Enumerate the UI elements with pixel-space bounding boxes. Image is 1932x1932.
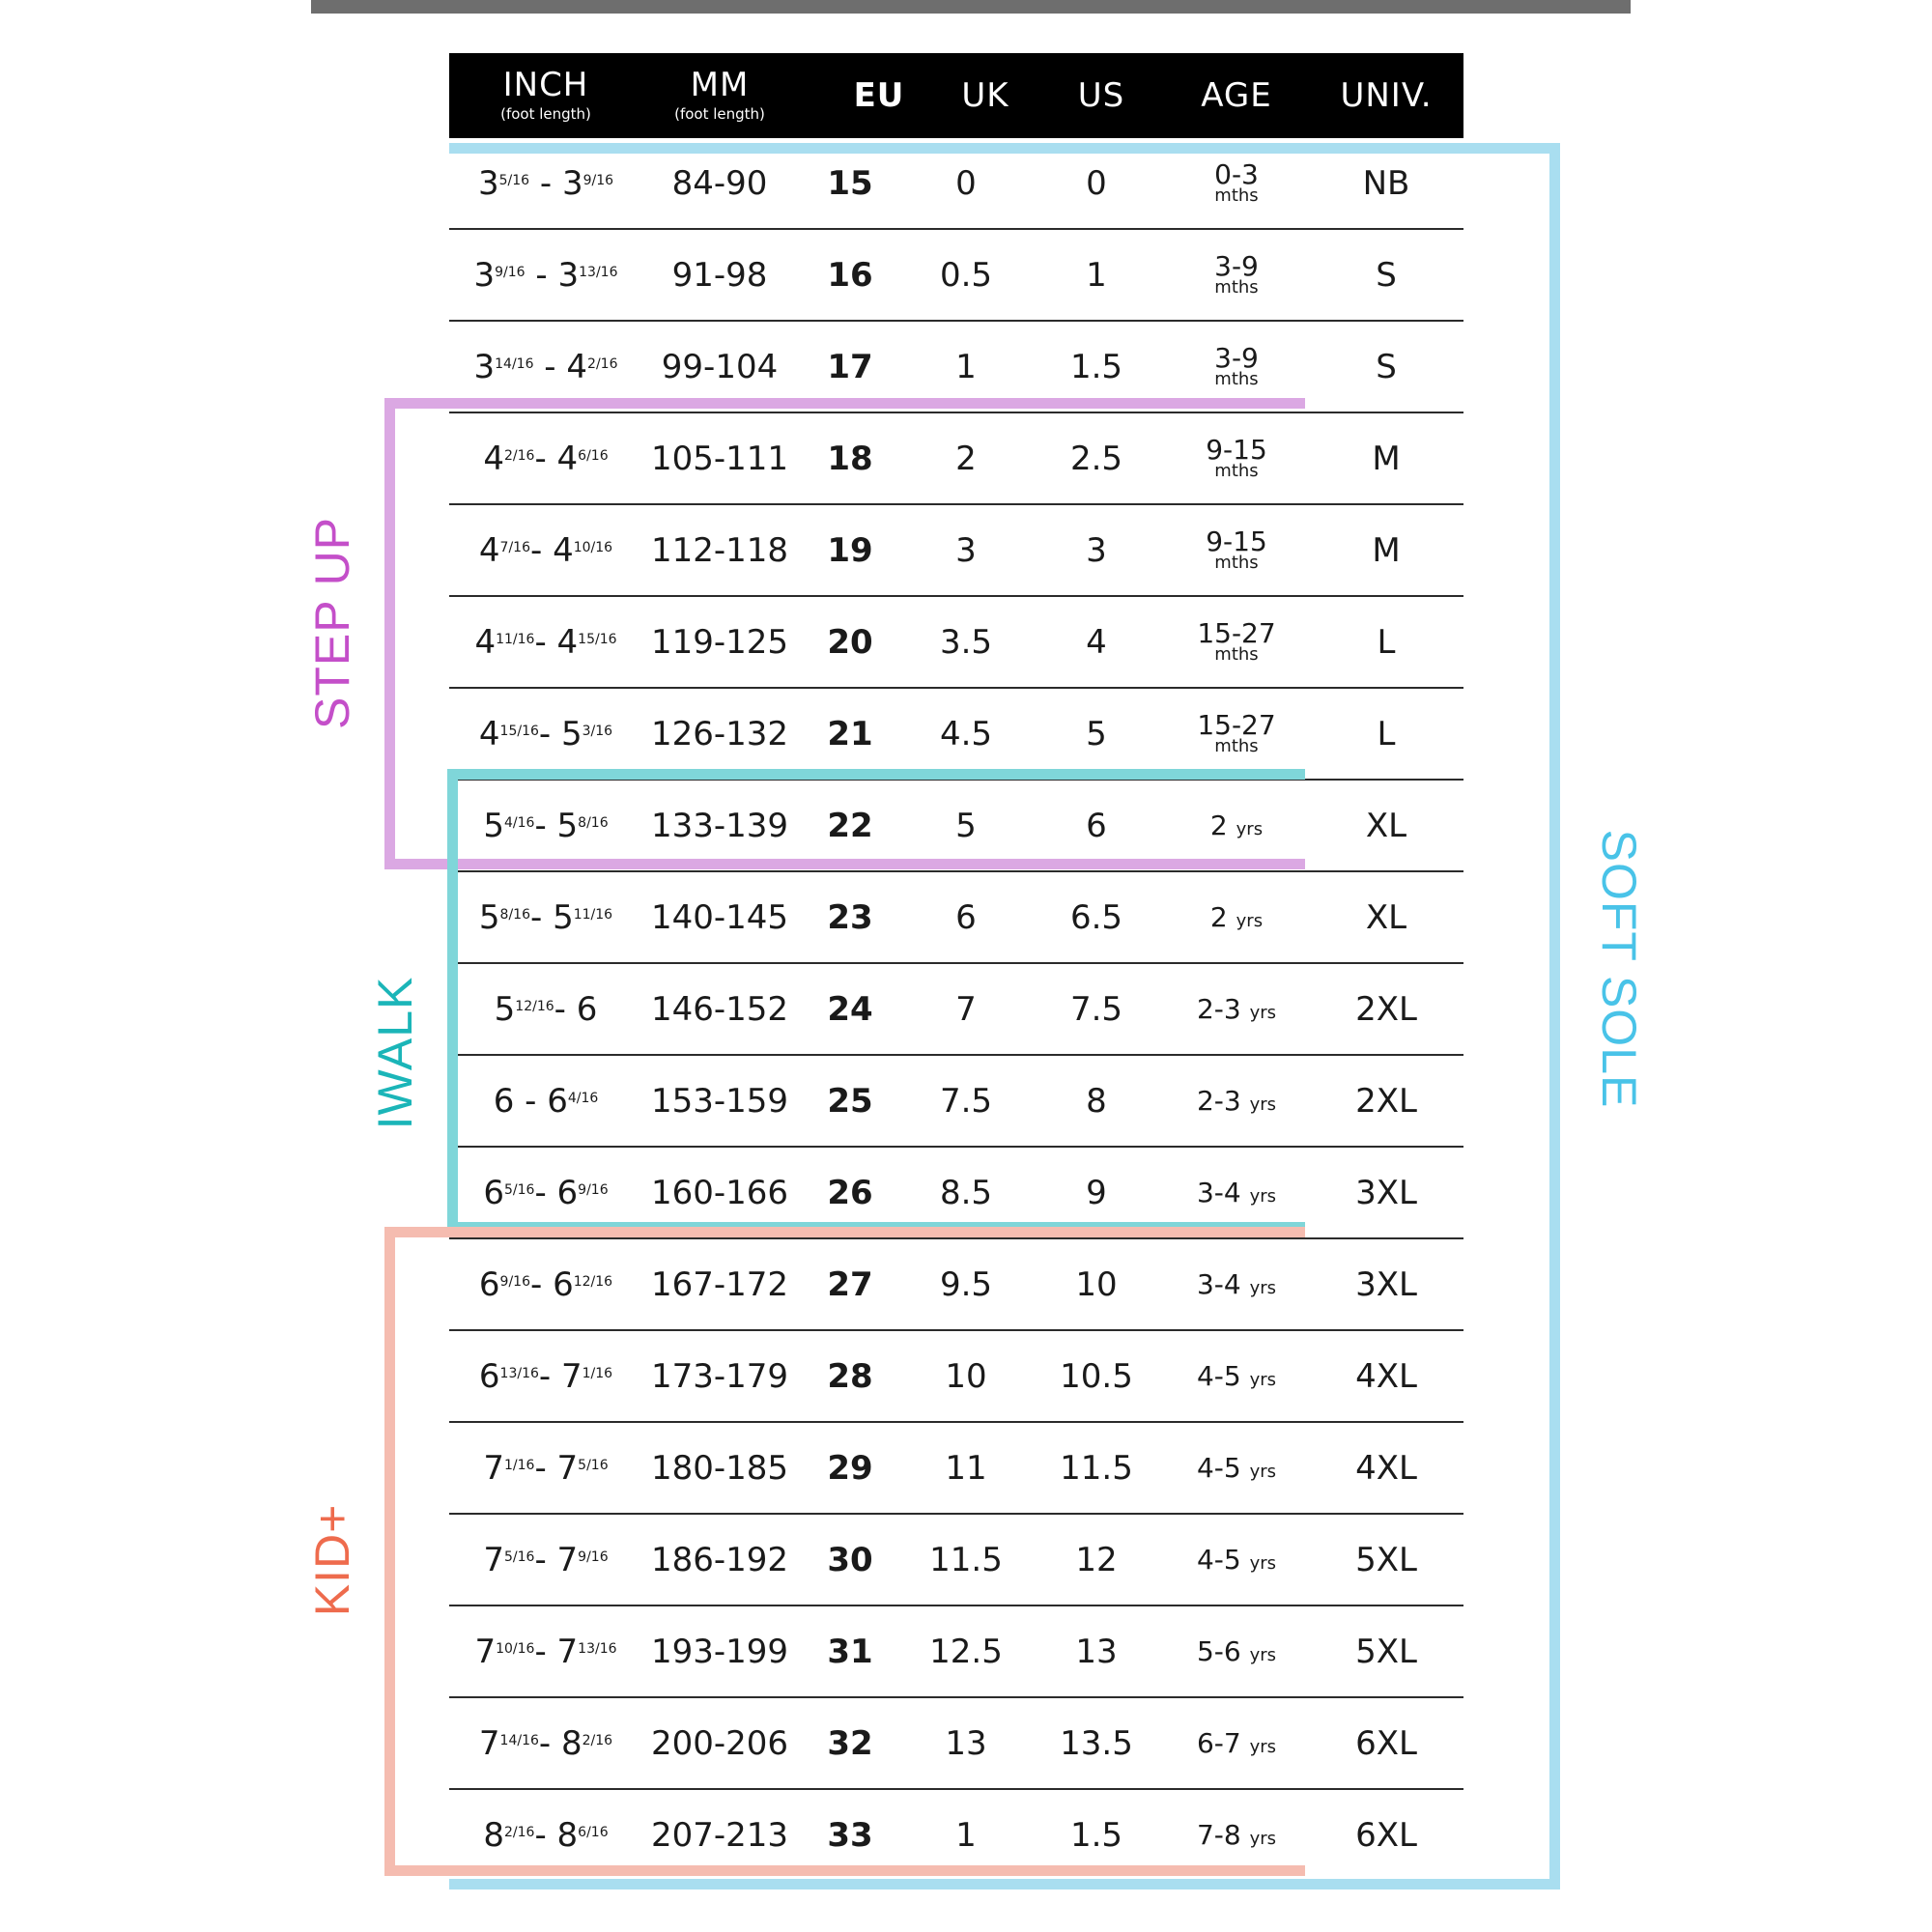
univ-cell: M — [1372, 439, 1401, 478]
inch-fraction: 4/16 — [504, 814, 535, 831]
age-unit: yrs — [1236, 819, 1264, 839]
header-inch-label: INCH — [502, 66, 589, 104]
eu-cell: 33 — [827, 1815, 873, 1855]
size-chart-header — [449, 53, 1463, 138]
inch-fraction: 9/16 — [582, 172, 614, 188]
eu-cell: 26 — [827, 1173, 873, 1212]
age-value: 4-5 — [1196, 1544, 1241, 1576]
univ-cell: 2XL — [1355, 1081, 1417, 1121]
inch-fraction: 1/16 — [504, 1457, 535, 1473]
age-value: 15-27 — [1197, 616, 1276, 649]
header-inch — [449, 53, 642, 138]
inch-fraction: 14/16 — [499, 1732, 539, 1748]
inch-start: 6 — [478, 1356, 500, 1396]
soft-sole-label: SOFT SOLE — [1592, 829, 1646, 1109]
univ-cell: M — [1372, 530, 1401, 570]
univ-cell: 5XL — [1355, 1632, 1417, 1671]
uk-cell: 2 — [955, 439, 977, 478]
inch-end: 4 — [556, 439, 579, 478]
inch-fraction: 10/16 — [573, 539, 613, 555]
mm-cell: 193-199 — [650, 1632, 789, 1671]
header-us — [1038, 53, 1164, 138]
inch-separator: - — [525, 255, 558, 295]
mm-cell: 173-179 — [650, 1356, 789, 1396]
us-cell: 6.5 — [1069, 897, 1123, 937]
inch-separator: - — [530, 1264, 554, 1304]
us-cell: 1 — [1086, 255, 1107, 295]
age-unit: yrs — [1249, 1645, 1277, 1665]
univ-cell: 5XL — [1355, 1540, 1417, 1579]
inch-fraction: 2/16 — [504, 447, 535, 464]
inch-fraction: 4/16 — [567, 1090, 599, 1106]
univ-cell: XL — [1365, 897, 1407, 937]
inch-separator: - — [554, 989, 577, 1029]
uk-cell: 3 — [955, 530, 977, 570]
us-cell: 8 — [1086, 1081, 1107, 1121]
age-unit: yrs — [1236, 911, 1264, 931]
age-unit: yrs — [1249, 1737, 1277, 1757]
inch-fraction: 11/16 — [496, 631, 535, 647]
eu-cell: 15 — [827, 163, 873, 203]
age-unit: mths — [1214, 643, 1259, 665]
inch-separator: - — [514, 1081, 548, 1121]
inch-start: 3 — [473, 347, 496, 386]
inch-fraction: 13/16 — [579, 264, 618, 280]
inch-end: 5 — [560, 714, 582, 753]
age-value: 3-9 — [1214, 341, 1259, 374]
kid-plus-bracket — [384, 1227, 1305, 1876]
inch-fraction: 2/16 — [582, 1732, 613, 1748]
inch-start: 5 — [494, 989, 516, 1029]
uk-cell: 4.5 — [939, 714, 993, 753]
inch-fraction: 15/16 — [499, 723, 539, 739]
header-us-label: US — [1077, 76, 1125, 115]
mm-cell: 153-159 — [650, 1081, 789, 1121]
inch-start: 6 — [483, 1173, 504, 1212]
inch-start: 7 — [483, 1448, 504, 1488]
us-cell: 10.5 — [1060, 1356, 1133, 1396]
inch-start: 5 — [483, 806, 504, 845]
mm-cell: 91-98 — [671, 255, 768, 295]
age-unit: yrs — [1249, 1278, 1277, 1298]
age-value: 7-8 — [1196, 1819, 1241, 1851]
eu-cell: 16 — [827, 255, 873, 295]
us-cell: 4 — [1086, 622, 1107, 662]
age-value: 2-3 — [1196, 1085, 1241, 1117]
univ-cell: 3XL — [1355, 1264, 1417, 1304]
uk-cell: 11.5 — [929, 1540, 1003, 1579]
age-value: 3-4 — [1196, 1177, 1241, 1208]
inch-fraction: 12/16 — [573, 1273, 613, 1290]
mm-cell: 119-125 — [650, 622, 789, 662]
eu-cell: 24 — [827, 989, 873, 1029]
inch-start: 7 — [483, 1540, 504, 1579]
inch-separator: - — [534, 1815, 557, 1855]
age-unit: mths — [1214, 460, 1259, 481]
uk-cell: 3.5 — [939, 622, 993, 662]
inch-separator: - — [538, 1723, 561, 1763]
inch-end: 3 — [557, 255, 580, 295]
eu-cell: 22 — [827, 806, 873, 845]
inch-separator: - — [533, 347, 567, 386]
age-unit: mths — [1214, 735, 1259, 756]
inch-fraction: 1/16 — [582, 1365, 613, 1381]
eu-cell: 25 — [827, 1081, 873, 1121]
age-unit: yrs — [1249, 1370, 1277, 1390]
uk-cell: 13 — [945, 1723, 987, 1763]
header-age — [1164, 53, 1309, 138]
age-value: 15-27 — [1197, 708, 1276, 741]
univ-cell: 6XL — [1355, 1815, 1417, 1855]
mm-cell: 112-118 — [650, 530, 789, 570]
header-uk — [932, 53, 1038, 138]
inch-separator: - — [534, 1632, 557, 1671]
mm-cell: 84-90 — [671, 163, 768, 203]
top-divider-bar — [311, 0, 1631, 14]
mm-cell: 126-132 — [650, 714, 789, 753]
age-value: 2 — [1209, 810, 1228, 841]
age-unit: mths — [1214, 368, 1259, 389]
eu-cell: 17 — [827, 347, 873, 386]
inch-end: 6 — [547, 1081, 568, 1121]
univ-cell: NB — [1362, 163, 1410, 203]
inch-fraction: 13/16 — [499, 1365, 539, 1381]
inch-separator: - — [534, 1173, 557, 1212]
inch-start: 6 — [493, 1081, 515, 1121]
inch-fraction: 7/16 — [499, 539, 530, 555]
inch-start: 7 — [474, 1632, 497, 1671]
inch-separator: - — [534, 439, 557, 478]
inch-fraction: 9/16 — [578, 1181, 609, 1198]
age-value: 5-6 — [1196, 1635, 1241, 1667]
us-cell: 12 — [1075, 1540, 1118, 1579]
eu-cell: 19 — [827, 530, 873, 570]
uk-cell: 6 — [955, 897, 977, 937]
us-cell: 6 — [1086, 806, 1107, 845]
inch-fraction: 11/16 — [573, 906, 613, 923]
age-value: 4-5 — [1196, 1360, 1241, 1392]
inch-end: 7 — [560, 1356, 582, 1396]
uk-cell: 12.5 — [929, 1632, 1003, 1671]
uk-cell: 1 — [955, 347, 977, 386]
inch-separator: - — [538, 1356, 561, 1396]
univ-cell: L — [1377, 714, 1396, 753]
inch-start: 6 — [478, 1264, 500, 1304]
us-cell: 9 — [1086, 1173, 1107, 1212]
inch-fraction: 5/16 — [504, 1548, 535, 1565]
inch-separator: - — [530, 530, 554, 570]
header-mm — [642, 53, 797, 138]
eu-cell: 20 — [827, 622, 873, 662]
inch-start: 7 — [478, 1723, 500, 1763]
inch-end: 6 — [576, 989, 598, 1029]
us-cell: 13.5 — [1060, 1723, 1133, 1763]
uk-cell: 8.5 — [939, 1173, 993, 1212]
mm-cell: 180-185 — [650, 1448, 789, 1488]
age-unit: mths — [1214, 185, 1259, 206]
inch-end: 7 — [556, 1448, 579, 1488]
us-cell: 7.5 — [1069, 989, 1123, 1029]
iwalk-label: IWALK — [368, 976, 422, 1130]
inch-fraction: 15/16 — [578, 631, 617, 647]
inch-fraction: 14/16 — [495, 355, 534, 372]
header-inch-sublabel: (foot length) — [500, 105, 591, 123]
inch-end: 7 — [556, 1540, 579, 1579]
inch-separator: - — [529, 163, 562, 203]
inch-fraction: 5/16 — [498, 172, 530, 188]
header-uk-label: UK — [961, 76, 1009, 115]
inch-fraction: 9/16 — [495, 264, 526, 280]
age-unit: yrs — [1249, 1462, 1277, 1482]
inch-start: 4 — [478, 530, 500, 570]
inch-start: 3 — [473, 255, 496, 295]
inch-start: 4 — [483, 439, 504, 478]
age-value: 2-3 — [1196, 993, 1241, 1025]
step-up-label: STEP UP — [305, 516, 359, 729]
inch-separator: - — [534, 1540, 557, 1579]
mm-cell: 207-213 — [650, 1815, 789, 1855]
us-cell: 1.5 — [1069, 1815, 1123, 1855]
eu-cell: 27 — [827, 1264, 873, 1304]
age-value: 3-9 — [1214, 249, 1259, 282]
inch-fraction: 3/16 — [582, 723, 613, 739]
mm-cell: 186-192 — [650, 1540, 789, 1579]
inch-separator: - — [530, 897, 554, 937]
uk-cell: 7.5 — [939, 1081, 993, 1121]
inch-end: 5 — [553, 897, 574, 937]
inch-fraction: 6/16 — [578, 447, 609, 464]
age-value: 9-15 — [1206, 525, 1267, 557]
header-eu — [826, 53, 932, 138]
eu-cell: 23 — [827, 897, 873, 937]
inch-fraction: 9/16 — [578, 1548, 609, 1565]
uk-cell: 10 — [945, 1356, 987, 1396]
inch-separator: - — [534, 806, 557, 845]
header-age-label: AGE — [1201, 76, 1272, 115]
univ-cell: 4XL — [1355, 1448, 1417, 1488]
inch-fraction: 12/16 — [515, 998, 554, 1014]
inch-fraction: 10/16 — [496, 1640, 535, 1657]
inch-start: 5 — [478, 897, 500, 937]
us-cell: 11.5 — [1060, 1448, 1133, 1488]
univ-cell: L — [1377, 622, 1396, 662]
age-value: 3-4 — [1196, 1268, 1241, 1300]
us-cell: 1.5 — [1069, 347, 1123, 386]
inch-fraction: 2/16 — [587, 355, 618, 372]
inch-end: 3 — [561, 163, 583, 203]
inch-end: 4 — [566, 347, 588, 386]
inch-start: 4 — [474, 622, 497, 662]
inch-end: 7 — [556, 1632, 579, 1671]
inch-end: 5 — [556, 806, 579, 845]
mm-cell: 99-104 — [661, 347, 779, 386]
inch-end: 6 — [553, 1264, 574, 1304]
iwalk-bracket — [447, 769, 1305, 1233]
univ-cell: 3XL — [1355, 1173, 1417, 1212]
univ-cell: 2XL — [1355, 989, 1417, 1029]
us-cell: 3 — [1086, 530, 1107, 570]
univ-cell: XL — [1365, 806, 1407, 845]
uk-cell: 0.5 — [939, 255, 993, 295]
inch-fraction: 8/16 — [578, 814, 609, 831]
age-unit: yrs — [1249, 1003, 1277, 1023]
inch-end: 8 — [560, 1723, 582, 1763]
age-unit: yrs — [1249, 1186, 1277, 1207]
age-value: 4-5 — [1196, 1452, 1241, 1484]
age-unit: yrs — [1249, 1553, 1277, 1574]
us-cell: 13 — [1075, 1632, 1118, 1671]
eu-cell: 32 — [827, 1723, 873, 1763]
uk-cell: 0 — [955, 163, 977, 203]
age-value: 0-3 — [1214, 157, 1259, 190]
eu-cell: 21 — [827, 714, 873, 753]
inch-start: 8 — [483, 1815, 504, 1855]
univ-cell: 6XL — [1355, 1723, 1417, 1763]
inch-start: 3 — [477, 163, 499, 203]
inch-end: 4 — [553, 530, 574, 570]
uk-cell: 7 — [955, 989, 977, 1029]
inch-separator: - — [534, 622, 557, 662]
inch-end: 6 — [556, 1173, 579, 1212]
mm-cell: 146-152 — [650, 989, 789, 1029]
age-unit: mths — [1214, 552, 1259, 573]
us-cell: 5 — [1086, 714, 1107, 753]
inch-separator: - — [538, 714, 561, 753]
us-cell: 2.5 — [1069, 439, 1123, 478]
eu-cell: 18 — [827, 439, 873, 478]
uk-cell: 11 — [945, 1448, 987, 1488]
inch-fraction: 2/16 — [504, 1824, 535, 1840]
us-cell: 0 — [1086, 163, 1107, 203]
mm-cell: 140-145 — [650, 897, 789, 937]
univ-cell: 4XL — [1355, 1356, 1417, 1396]
eu-cell: 30 — [827, 1540, 873, 1579]
mm-cell: 167-172 — [650, 1264, 789, 1304]
age-value: 6-7 — [1196, 1727, 1241, 1759]
eu-cell: 29 — [827, 1448, 873, 1488]
mm-cell: 160-166 — [650, 1173, 789, 1212]
inch-start: 4 — [478, 714, 500, 753]
mm-cell: 133-139 — [650, 806, 789, 845]
age-value: 9-15 — [1206, 433, 1267, 466]
univ-cell: S — [1376, 347, 1397, 386]
header-univ — [1309, 53, 1463, 138]
eu-cell: 28 — [827, 1356, 873, 1396]
header-eu-label: EU — [853, 76, 905, 115]
age-value: 2 — [1209, 901, 1228, 933]
header-univ-label: UNIV. — [1340, 76, 1433, 115]
inch-separator: - — [534, 1448, 557, 1488]
inch-end: 4 — [556, 622, 579, 662]
inch-fraction: 6/16 — [578, 1824, 609, 1840]
inch-fraction: 8/16 — [499, 906, 530, 923]
eu-cell: 31 — [827, 1632, 873, 1671]
header-mm-label: MM — [690, 66, 750, 104]
inch-fraction: 5/16 — [578, 1457, 609, 1473]
uk-cell: 9.5 — [939, 1264, 993, 1304]
age-unit: yrs — [1249, 1094, 1277, 1115]
age-unit: yrs — [1249, 1829, 1277, 1849]
inch-fraction: 9/16 — [499, 1273, 530, 1290]
inch-fraction: 13/16 — [578, 1640, 617, 1657]
kid-plus-label: KID+ — [305, 1503, 359, 1617]
header-mm-sublabel: (foot length) — [674, 105, 765, 123]
inch-fraction: 5/16 — [504, 1181, 535, 1198]
age-unit: mths — [1214, 276, 1259, 298]
inch-end: 8 — [556, 1815, 579, 1855]
mm-cell: 105-111 — [650, 439, 789, 478]
univ-cell: S — [1376, 255, 1397, 295]
uk-cell: 5 — [955, 806, 977, 845]
mm-cell: 200-206 — [650, 1723, 789, 1763]
uk-cell: 1 — [955, 1815, 977, 1855]
us-cell: 10 — [1075, 1264, 1118, 1304]
